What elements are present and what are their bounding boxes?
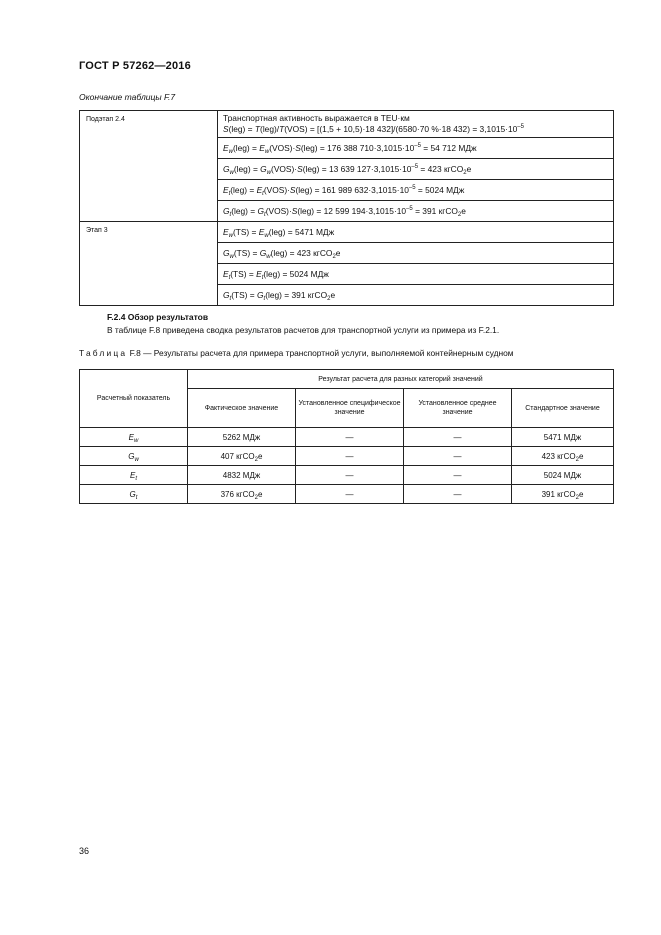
table-row xyxy=(80,447,614,466)
formula-intro: Транспортная активность выражается в TEU·км xyxy=(223,113,410,123)
formula-cell: $E_t(leg) = E_t(VOS)\cdot S(leg) = 161$ 989 $632\cdot 3,1015\cdot 10^{-5} = 5024$ МДж xyxy=(218,180,614,201)
value-cell: — xyxy=(404,447,512,466)
row-label: Этап 3 xyxy=(80,222,218,306)
value-cell: — xyxy=(296,428,404,447)
page-number: 36 xyxy=(79,846,90,856)
header-group: Результат расчета для разных категорий значений xyxy=(188,370,614,389)
document-code: ГОСТ Р 57262—2016 xyxy=(79,60,191,72)
formula-cell: $G_w(leg) = G_w(VOS)\cdot S(leg) = 13$ 639 $127\cdot 3,1015\cdot 10^{-5} = 423$ кгCO$_2$e xyxy=(218,159,614,180)
value-cell: — xyxy=(404,428,512,447)
formula-cell: $E_w(leg) = E_w(VOS)\cdot S(leg) = 176$ 388 $710\cdot 3,1015\cdot 10^{-5} = 54$ 712 МДж xyxy=(218,138,614,159)
value-cell: 376 кгCO$_2$e xyxy=(188,485,296,504)
table-row xyxy=(80,485,614,504)
value-cell: 5471 МДж xyxy=(512,428,614,447)
indicator-cell: $G_w$ xyxy=(80,447,188,466)
indicator-cell: $E_w$ xyxy=(80,428,188,447)
value-cell: — xyxy=(404,466,512,485)
column-header: Установленное специфическое значение xyxy=(296,389,404,428)
value-cell: — xyxy=(296,485,404,504)
table-f7 xyxy=(79,110,614,306)
table-f8-caption xyxy=(79,348,514,358)
header-indicator: Расчетный показатель xyxy=(80,370,188,428)
section-heading: F.2.4 Обзор результатов xyxy=(107,312,209,322)
caption-text: F.8 — Результаты расчета для примера транспортной услуги, выполняемой контейнерным судном xyxy=(129,348,514,358)
formula-cell: $G_t(TS) = G_t(leg) = 391$ кгCO$_2$e xyxy=(218,285,614,306)
formula-cell: $G_t(leg) = G_t(VOS)\cdot S(leg) = 12$ 599 $194\cdot 3,1015\cdot 10^{-5} = 391$ кгCO$_2$e xyxy=(218,201,614,222)
value-cell: 423 кгCO$_2$e xyxy=(512,447,614,466)
value-cell: — xyxy=(404,485,512,504)
formula-s-exponent: –5 xyxy=(517,124,524,130)
indicator-cell: $G_t$ xyxy=(80,485,188,504)
column-header: Установленное среднее значение xyxy=(404,389,512,428)
value-cell: 5262 МДж xyxy=(188,428,296,447)
section-paragraph: В таблице F.8 приведена сводка результатов расчетов для транспортной услуги из примера из F.2.1. xyxy=(107,325,500,335)
formula-cell: $G_w(TS) = G_w(leg) = 423$ кгCO$_2$e xyxy=(218,243,614,264)
value-cell: — xyxy=(296,466,404,485)
caption-word: Таблица xyxy=(79,348,128,358)
value-cell: 391 кгCO$_2$e xyxy=(512,485,614,504)
formula-cell: $E_t(TS) = E_t(leg) = 5024$ МДж xyxy=(218,264,614,285)
formula-cell xyxy=(218,111,614,138)
value-cell: 4832 МДж xyxy=(188,466,296,485)
value-cell: 407 кгCO$_2$e xyxy=(188,447,296,466)
table-continuation-caption: Окончание таблицы F.7 xyxy=(79,92,176,102)
column-header: Стандартное значение xyxy=(512,389,614,428)
table-row xyxy=(80,428,614,447)
formula-cell: $E_w(TS) = E_w(leg) = 5471$ МДж xyxy=(218,222,614,243)
formula-s: S(leg) = T(leg)/T(VOS) = [(1,5 + 10,5)·18 432]/(6580·70 %·18 432) = 3,1015·10 xyxy=(223,124,518,134)
indicator-cell: $E_t$ xyxy=(80,466,188,485)
table-f8 xyxy=(79,369,614,504)
row-label: Подэтап 2.4 xyxy=(80,111,218,222)
value-cell: — xyxy=(296,447,404,466)
column-header: Фактическое значение xyxy=(188,389,296,428)
table-row xyxy=(80,466,614,485)
value-cell: 5024 МДж xyxy=(512,466,614,485)
